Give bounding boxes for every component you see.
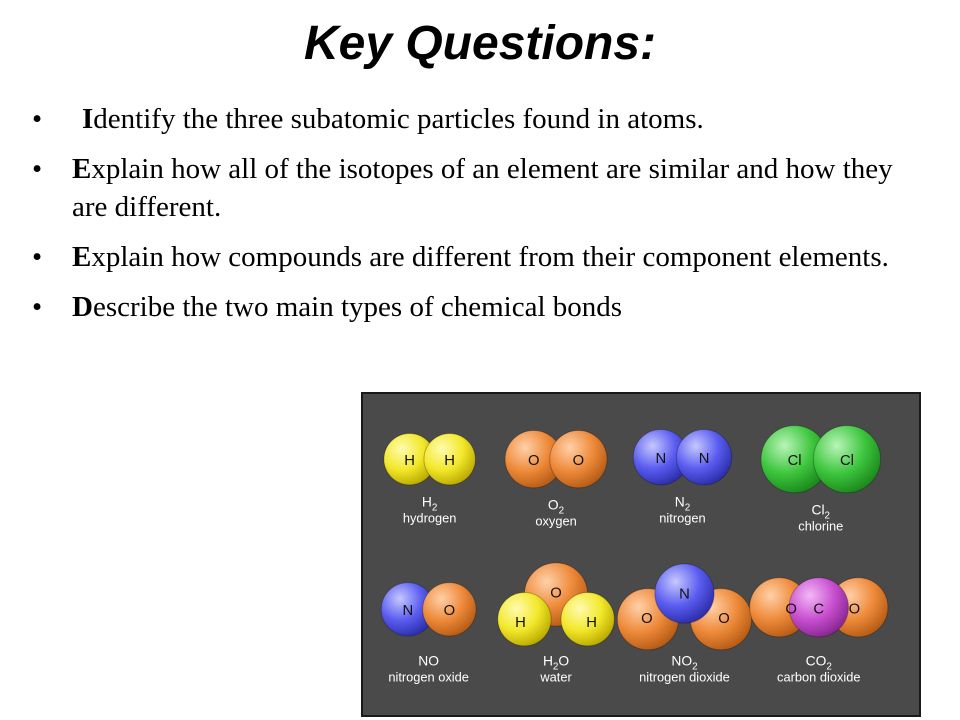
bullet-initial: D xyxy=(72,291,93,323)
molecule-formula: $N_2$ xyxy=(674,493,691,514)
molecule-formula: NO xyxy=(418,652,440,669)
bullet-marker: • xyxy=(32,241,43,273)
bullet-marker: • xyxy=(32,291,43,323)
molecule-name: water xyxy=(540,669,572,685)
atom-symbol-h: H xyxy=(586,615,597,632)
atom-symbol-o: O xyxy=(848,601,861,618)
atom-symbol-o: O xyxy=(527,453,540,470)
bullet-marker: • xyxy=(32,153,43,185)
atom-symbol-cl: Cl xyxy=(787,453,802,470)
atom-symbol-n: N xyxy=(402,603,414,620)
bullet-item xyxy=(30,100,930,138)
molecule-name: oxygen xyxy=(535,513,577,529)
molecule-name: nitrogen dioxide xyxy=(639,669,730,685)
atom-symbol-o: O xyxy=(443,603,456,620)
atom-symbol-h: H xyxy=(444,453,456,470)
atom-symbol-n: N xyxy=(698,451,710,468)
bullet-item xyxy=(30,288,930,326)
bullet-item xyxy=(30,238,930,276)
bullet-text: dentify the three subatomic particles found in atoms. xyxy=(93,103,704,135)
molecule-name: carbon dioxide xyxy=(777,669,861,685)
atom-symbol-o: O xyxy=(785,601,797,618)
molecule-name: nitrogen oxide xyxy=(388,669,469,685)
bullet-initial: E xyxy=(72,241,92,273)
bullet-list xyxy=(30,100,930,338)
molecule-diagram xyxy=(361,392,921,717)
atom-symbol-n: N xyxy=(679,586,690,603)
slide-title: Key Questions: xyxy=(303,17,657,70)
atom-symbol-o: O xyxy=(572,453,585,470)
molecule-formula: $NO_2$ xyxy=(671,652,698,673)
atom-symbol-o: O xyxy=(718,611,730,628)
molecule-name: chlorine xyxy=(798,518,844,534)
bullet-initial: E xyxy=(72,153,92,185)
molecule-formula: $CO_2$ xyxy=(805,652,832,673)
molecule-name: hydrogen xyxy=(402,510,457,526)
bullet-text: escribe the two main types of chemical bonds xyxy=(92,291,623,323)
molecule-formula: $H_2$ xyxy=(421,493,438,514)
molecule-formula: $Cl_2$ xyxy=(811,501,831,522)
molecule-name: nitrogen xyxy=(659,510,706,526)
atom-symbol-o: O xyxy=(641,611,653,628)
atom-symbol-h: H xyxy=(404,453,415,470)
atom-symbol-c: C xyxy=(813,601,825,618)
molecule-formula: $O_2$ xyxy=(547,496,565,517)
bullet-item xyxy=(30,150,930,226)
bullet-text: xplain how compounds are different from their component elements. xyxy=(91,241,889,273)
bullet-text: xplain how all of the isotopes of an element are similar and how they are different. xyxy=(72,153,893,223)
atom-symbol-o: O xyxy=(550,585,562,602)
bullet-initial: I xyxy=(82,103,94,135)
bullet-marker: • xyxy=(32,103,43,135)
atom-symbol-h: H xyxy=(515,615,526,632)
atom-symbol-cl: Cl xyxy=(839,453,854,470)
molecule-formula: $H_2O$ xyxy=(542,652,570,673)
molecule-diagram-svg xyxy=(363,394,919,715)
atom-symbol-n: N xyxy=(655,451,667,468)
